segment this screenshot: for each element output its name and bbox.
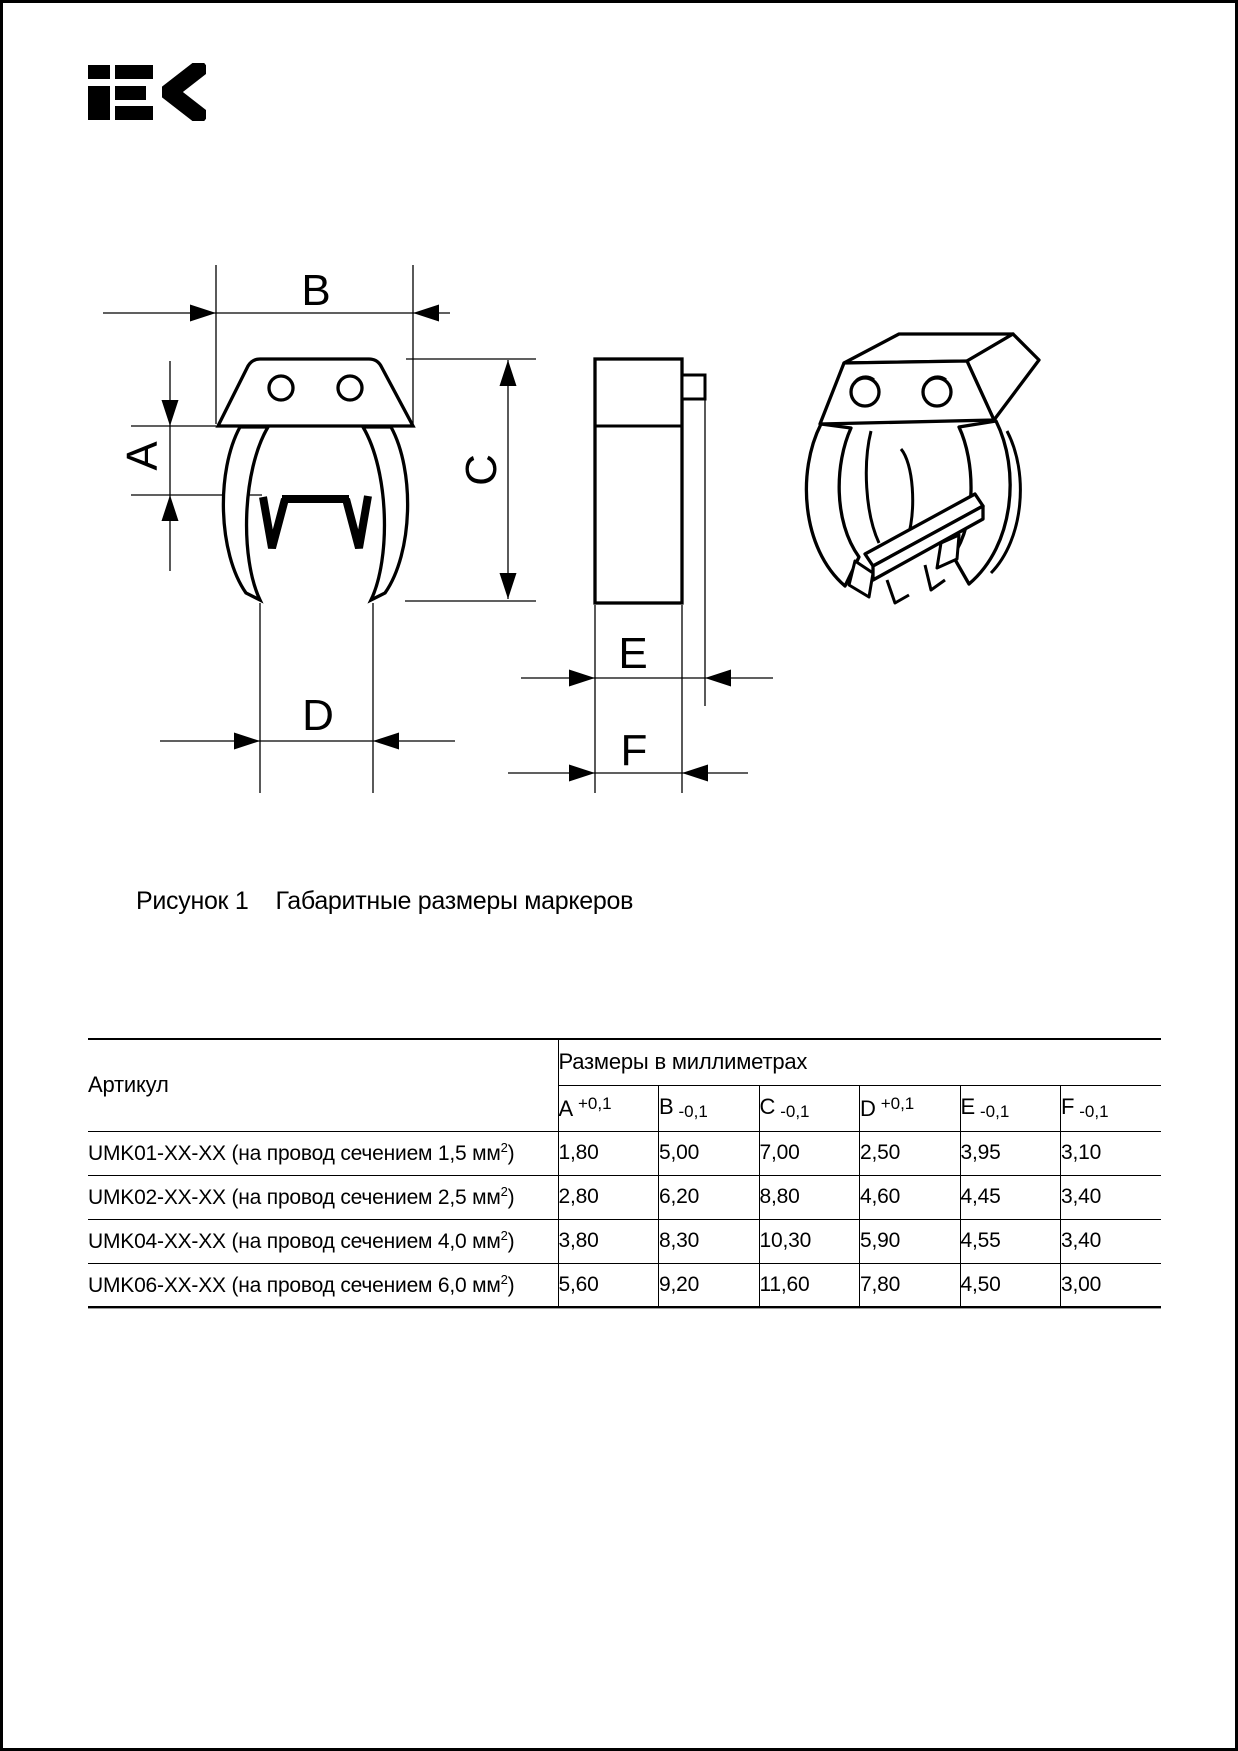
table-row — [88, 1175, 1161, 1219]
article-cell: UMK01-XX-XX (на провод сечением 1,5 $мм^2$) — [88, 1131, 558, 1175]
column-header-dim-d: D $^{+0,1}$ — [860, 1085, 961, 1131]
value-cell: 9,20 — [659, 1263, 760, 1307]
value-cell: 6,20 — [659, 1175, 760, 1219]
value-cell: 3,00 — [1061, 1272, 1102, 1296]
dimension-drawing — [3, 3, 1238, 863]
value-cell: 5,90 — [860, 1219, 961, 1263]
figure-title: Габаритные размеры маркеров — [275, 887, 634, 915]
value-cell: 8,30 — [659, 1219, 760, 1263]
value-cell: 4,45 — [960, 1175, 1061, 1219]
marker-side-view — [595, 359, 705, 603]
table-bottom-rule — [88, 1308, 1161, 1309]
value-cell: 7,00 — [759, 1131, 860, 1175]
marker-isometric-view — [806, 334, 1039, 603]
marker-prongs — [263, 496, 368, 548]
value-cell: 3,95 — [960, 1131, 1061, 1175]
value-cell: 7,80 — [860, 1263, 961, 1307]
marker-front-view — [218, 359, 413, 600]
dim-label-c: C — [456, 454, 506, 486]
article-cell: UMK04-XX-XX (на провод сечением 4,0 $мм^2$) — [88, 1219, 558, 1263]
dim-label-f: F — [620, 726, 648, 775]
column-header-dim-f: F -0,1 — [1061, 1085, 1162, 1131]
column-group-header-sizes: Размеры в миллиметрах — [558, 1039, 1161, 1085]
value-cell: 3,40 — [1061, 1175, 1162, 1219]
dim-label-e: E — [618, 629, 648, 678]
column-header-dim-a: A $^{+0,1}$ — [558, 1085, 659, 1131]
column-header-dim-b: B -0,1 — [659, 1085, 760, 1131]
table-row — [88, 1131, 1161, 1175]
figure-caption — [136, 887, 633, 916]
dim-label-a: A — [117, 441, 167, 471]
value-cell: 3,10 — [1061, 1131, 1162, 1175]
value-cell: 4,50 — [960, 1263, 1061, 1307]
value-cell: 1,80 — [558, 1131, 659, 1175]
dimension-labels — [118, 266, 648, 775]
article-cell: UMK02-XX-XX (на провод сечением 2,5 $мм^2$) — [88, 1175, 558, 1219]
value-cell: 2,50 — [860, 1131, 961, 1175]
value-cell: 4,55 — [960, 1219, 1061, 1263]
column-header-dim-c: C -0,1 — [759, 1085, 860, 1131]
dim-label-b: B — [301, 266, 331, 315]
value-cell: 5,00 — [659, 1131, 760, 1175]
column-header-dim-e: E -0,1 — [960, 1085, 1061, 1131]
dimensions-table — [88, 1038, 1161, 1308]
column-header-article: Артикул — [88, 1039, 558, 1131]
dim-label-d: D — [302, 691, 334, 740]
figure-label: Рисунок 1 — [136, 887, 249, 915]
value-cell: 11,60 — [759, 1263, 860, 1307]
value-cell: 4,60 — [860, 1175, 961, 1219]
value-cell: 5,60 — [558, 1263, 659, 1307]
value-cell: 3,80 — [558, 1219, 659, 1263]
value-cell: 10,30 — [759, 1219, 860, 1263]
table-row — [88, 1219, 1161, 1263]
value-cell: 8,80 — [759, 1175, 860, 1219]
article-cell: UMK06-XX-XX (на провод сечением 6,0 $мм^2$) — [88, 1263, 558, 1307]
value-cell: 3,40 — [1061, 1219, 1162, 1263]
value-cell: 2,80 — [558, 1175, 659, 1219]
table-row — [88, 1263, 1161, 1307]
